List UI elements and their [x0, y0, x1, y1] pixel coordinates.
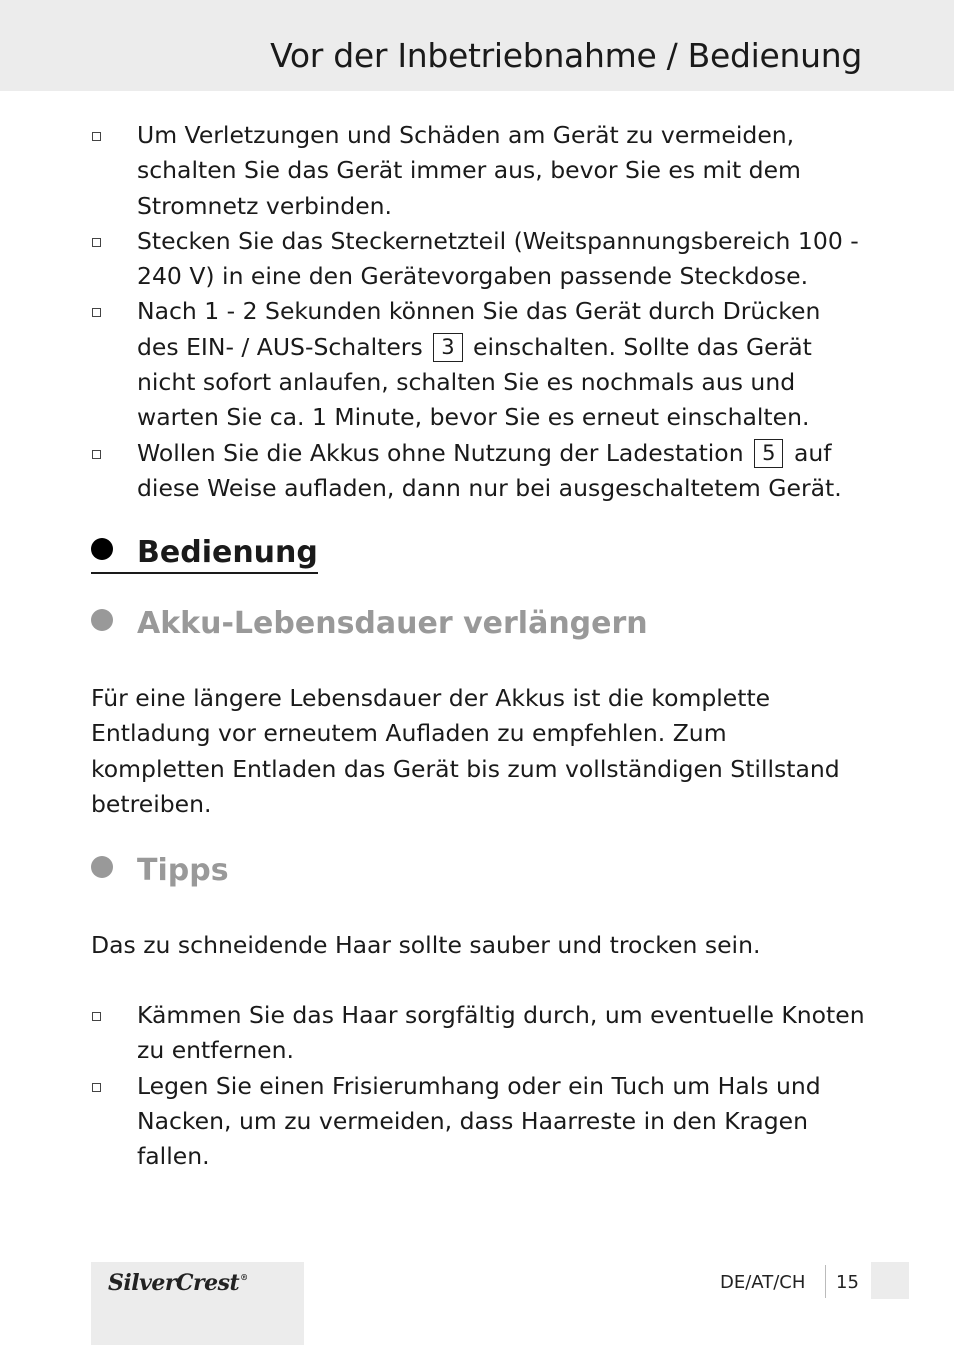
list-item-text: Kämmen Sie das Haar sorgfältig durch, um eventuelle Knoten zu entfernen. — [137, 1001, 865, 1065]
bullet-dot-icon — [91, 538, 113, 560]
list-item — [91, 224, 866, 295]
list-item — [91, 436, 866, 507]
list-item-text: Um Verletzungen und Schäden am Gerät zu vermeiden, schalten Sie das Gerät immer aus, bevor Sie es mit dem Stromnetz verbinden. — [137, 121, 801, 220]
checkbox-bullet-icon — [92, 308, 101, 317]
list-item-text: Nach 1 - 2 Sekunden können Sie das Gerät durch Drücken des EIN- / AUS-Schalters — [137, 297, 821, 361]
list-item — [91, 118, 866, 224]
heading-text: Akku-Lebensdauer verlängern — [137, 606, 648, 641]
checkbox-bullet-icon — [92, 132, 101, 141]
footer-logo-area — [91, 1262, 304, 1345]
bullet-dot-icon — [91, 609, 113, 631]
akku-paragraph: Für eine längere Lebensdauer der Akkus ist die komplette Entladung vor erneutem Aufladen zu empfehlen. Zum kompletten Entladen das Gerät bis zum vollständigen Stillstand betreiben. — [91, 684, 840, 818]
checkbox-bullet-icon — [92, 238, 101, 247]
section-heading-akku — [91, 606, 648, 641]
footer-region: DE/AT/CH — [720, 1272, 806, 1293]
footer-divider — [825, 1265, 826, 1298]
section-heading-tipps — [91, 853, 229, 888]
list-item-text: Stecken Sie das Steckernetzteil (Weitspannungsbereich 100 - 240 V) in eine den Gerätevorgaben passende Steckdose. — [137, 226, 859, 291]
list-item-text: auf diese Weise aufladen, dann nur bei ausgeschaltetem Gerät. — [137, 438, 842, 502]
checkbox-bullet-icon — [92, 450, 101, 459]
list-item-text: Wollen Sie die Akkus ohne Nutzung der Ladestation — [137, 438, 744, 467]
tipps-list — [91, 998, 866, 1174]
page-number: 15 — [836, 1272, 859, 1293]
part-reference: 5 — [754, 439, 783, 468]
logo-text: SilverCrest — [108, 1270, 240, 1296]
registered-mark: ® — [240, 1272, 248, 1282]
brand-logo — [108, 1270, 248, 1296]
intro-list — [91, 118, 866, 506]
checkbox-bullet-icon — [92, 1012, 101, 1021]
list-item-text: Legen Sie einen Frisierumhang oder ein Tuch um Hals und Nacken, um zu vermeiden, dass Haarreste in den Kragen fallen. — [137, 1071, 821, 1171]
list-item — [91, 294, 866, 435]
bullet-dot-icon — [91, 856, 113, 878]
list-item-text: einschalten. Sollte das Gerät nicht sofort anlaufen, schalten Sie es nochmals aus und warten Sie ca. 1 Minute, bevor Sie es erneut einschalten. — [137, 332, 812, 432]
heading-text: Tipps — [137, 853, 229, 888]
footer-tab — [871, 1262, 909, 1299]
part-reference: 3 — [433, 333, 462, 362]
tipps-paragraph: Das zu schneidende Haar sollte sauber und trocken sein. — [91, 931, 761, 959]
section-heading-bedienung — [91, 535, 318, 574]
heading-text: Bedienung — [137, 535, 318, 570]
page-title: Vor der Inbetriebnahme / Bedienung — [270, 36, 862, 75]
checkbox-bullet-icon — [92, 1083, 101, 1092]
list-item — [91, 1069, 866, 1175]
list-item — [91, 998, 866, 1069]
